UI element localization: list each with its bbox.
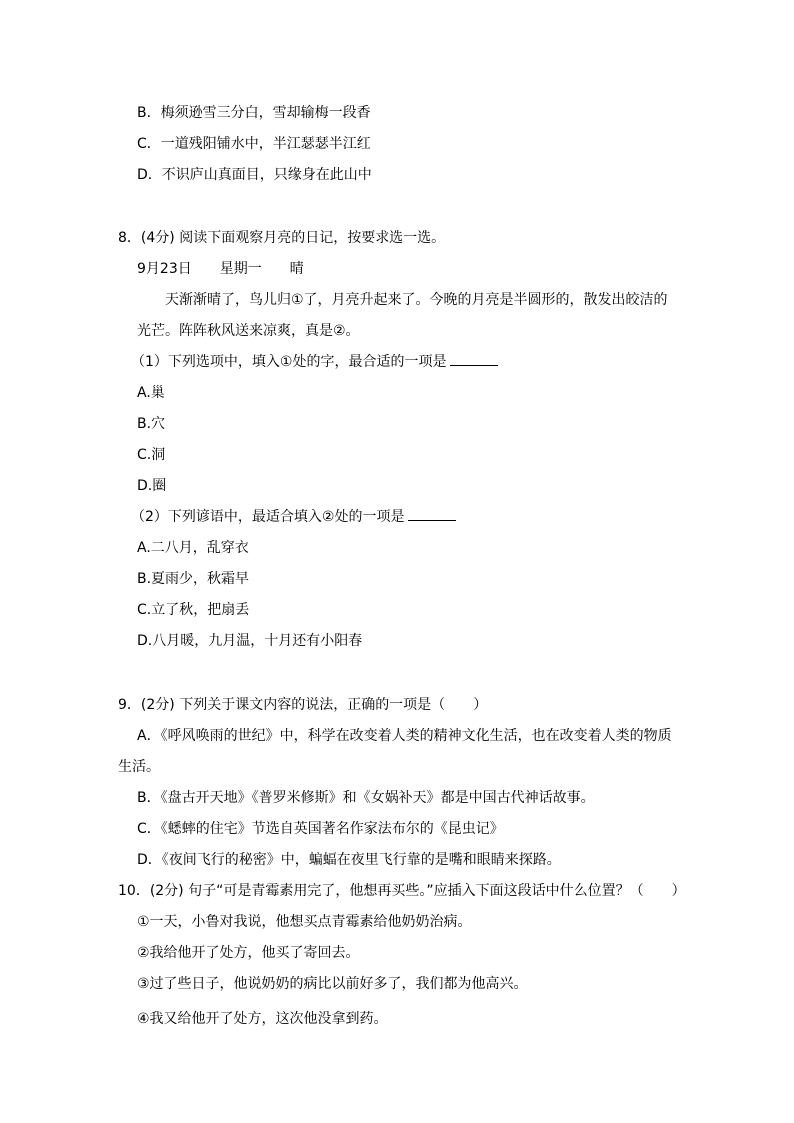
q9-option-c: C．《蟋蟀的住宅》节选自英国著名作家法布尔的《昆虫记》 [137,821,504,837]
q8-sub2-option-b: B.夏雨少，秋霜早 [137,571,250,587]
q10-item-4: ④我又给他开了处方，这次他没拿到药。 [137,1011,388,1027]
q10-stem [118,882,686,900]
q8-diary-weather: 晴 [289,261,304,277]
q8-sub1-answer-blank[interactable] [450,353,498,366]
q10-item-3: ③过了些日子，他说奶奶的病比以前好多了，我们都为他高兴。 [137,976,528,992]
q7-option-b: B．梅须逊雪三分白，雪却输梅一段香 [137,105,371,121]
q8-sub2-option-c: C.立了秋，把扇丢 [137,602,250,618]
q9-stem-close: ） [473,697,488,713]
q10-stem-text: 10．(2分) 句子“可是青霉素用完了，他想再买些。”应插入下面这段话中什么位置？（ [118,883,644,899]
q7-option-c: C．一道残阳铺水中，半江瑟瑟半江红 [137,136,371,152]
q10-stem-close: ） [671,883,686,899]
q8-diary-line-1: 天渐渐晴了，鸟儿归①了，月亮升起来了。今晚的月亮是半圆形的，散发出皎洁的 [165,292,668,308]
q8-sub2-stem: （2）下列谚语中，最适合填入②处的一项是 [131,509,405,525]
q9-stem-text: 9．(2分) 下列关于课文内容的说法，正确的一项是（ [118,697,446,713]
q7-option-d: D．不识庐山真面目，只缘身在此山中 [137,167,372,183]
q8-stem: 8．(4分) 阅读下面观察月亮的日记，按要求选一选。 [118,230,446,246]
q8-diary-date: 9月23日 [137,261,192,277]
q8-sub2-option-d: D.八月暖，九月温，十月还有小阳春 [137,633,363,649]
q9-stem [118,696,487,714]
q8-diary-weekday: 星期一 [219,261,262,277]
q9-option-a-line-1: A．《呼风唤雨的世纪》中，科学在改变着人类的精神文化生活，也在改变着人类的物质 [137,728,672,744]
q10-item-2: ②我给他开了处方，他买了寄回去。 [137,945,360,961]
q8-sub1-option-b: B.穴 [137,416,166,432]
q8-sub1-stem: （1）下列选项中，填入①处的字，最合适的一项是 [131,354,447,370]
q8-diary-line-2: 光芒。阵阵秋风送来凉爽，真是②。 [137,323,360,339]
q9-option-d: D．《夜间飞行的秘密》中，蝙蝠在夜里飞行靠的是嘴和眼睛来探路。 [137,852,561,868]
q8-sub1-option-a: A.巢 [137,385,165,401]
q8-sub2-answer-blank[interactable] [408,508,456,521]
q9-option-a-line-2: 生活。 [118,759,160,775]
q8-diary-header [137,260,304,278]
q10-item-1: ①一天，小鲁对我说，他想买点青霉素给他奶奶治病。 [137,914,472,930]
q9-option-b: B．《盘古开天地》《普罗米修斯》和《女娲补天》都是中国古代神话故事。 [137,790,595,806]
q8-sub1-option-d: D.圈 [137,478,167,494]
q8-sub1-stem-row [131,353,498,371]
q8-sub1-option-c: C.洞 [137,447,166,463]
q8-sub2-option-a: A.二八月，乱穿衣 [137,540,249,556]
q8-sub2-stem-row [131,508,456,526]
